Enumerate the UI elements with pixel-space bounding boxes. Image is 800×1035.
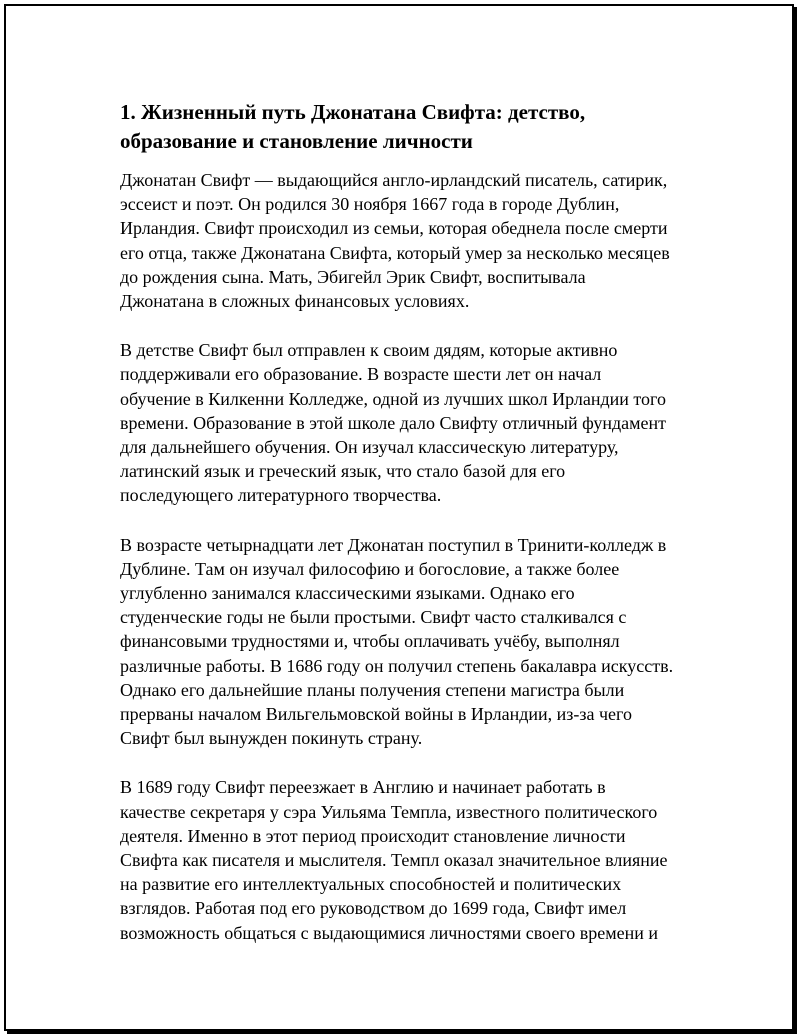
text-line: для дальнейшего обучения. Он изучал классическую литературу,: [120, 437, 619, 458]
paragraph-4: [120, 775, 700, 944]
text-line: эссеист и поэт. Он родился 30 ноября 1667 года в городе Дублин,: [120, 194, 620, 215]
text-line: качестве секретаря у сэра Уильяма Темпла, известного политического: [120, 801, 658, 822]
document-page: [4, 4, 794, 1031]
text-line: Свифт был вынужден покинуть страну.: [120, 728, 423, 749]
text-line: Свифта как писателя и мыслителя. Темпл оказал значительное влияние: [120, 850, 668, 871]
text-line: времени. Образование в этой школе дало Свифту отличный фундамент: [120, 412, 667, 433]
text-line: его отца, также Джонатана Свифта, который умер за несколько месяцев: [120, 242, 670, 263]
text-line: В детстве Свифт был отправлен к своим дядям, которые активно: [120, 340, 618, 361]
text-line: различные работы. В 1686 году он получил степень бакалавра искусств.: [120, 655, 674, 676]
text-line: Джонатан Свифт — выдающийся англо-ирландский писатель, сатирик,: [120, 170, 668, 190]
paragraph-2: [120, 338, 700, 507]
text-line: В возрасте четырнадцати лет Джонатан поступил в Тринити-колледж в: [120, 534, 667, 555]
text-line: углубленно занимался классическими языками. Однако его: [120, 583, 575, 604]
text-line: Дублине. Там он изучал философию и богословие, а также более: [120, 558, 620, 579]
text-line: латинский язык и греческий язык, что стало базой для его: [120, 461, 566, 482]
section-heading: [120, 98, 700, 156]
text-line: В 1689 году Свифт переезжает в Англию и начинает работать в: [120, 777, 606, 798]
text-line: финансовыми трудностями и, чтобы оплачивать учёбу, выполнял: [120, 631, 620, 652]
text-line: Джонатана в сложных финансовых условиях.: [120, 291, 470, 312]
text-line: взглядов. Работая под его руководством до 1699 года, Свифт имел: [120, 898, 627, 919]
text-line: возможность общаться с выдающимися личностями своего времени и: [120, 922, 659, 943]
text-line: Ирландия. Свифт происходил из семьи, которая обеднела после смерти: [120, 218, 668, 239]
heading-line: образование и становление личности: [120, 129, 473, 153]
text-line: прерваны началом Вильгельмовской войны в Ирландии, из-за чего: [120, 704, 632, 725]
text-line: поддерживали его образование. В возрасте шести лет он начал: [120, 364, 602, 385]
text-line: обучение в Килкенни Колледже, одной из лучших школ Ирландии того: [120, 388, 666, 409]
text-line: до рождения сына. Мать, Эбигейл Эрик Свифт, воспитывала: [120, 266, 586, 287]
document-body: [120, 98, 700, 970]
text-line: Однако его дальнейшие планы получения степени магистра были: [120, 679, 625, 700]
paragraph-3: [120, 533, 700, 751]
text-line: деятеля. Именно в этот период происходит становление личности: [120, 825, 626, 846]
paragraph-1: [120, 168, 700, 313]
text-line: студенческие годы не были простыми. Свифт часто сталкивался с: [120, 607, 627, 628]
heading-line: 1. Жизненный путь Джонатана Свифта: детство,: [120, 100, 586, 124]
text-line: последующего литературного творчества.: [120, 485, 442, 506]
text-line: на развитие его интеллектуальных способностей и политических: [120, 874, 622, 895]
